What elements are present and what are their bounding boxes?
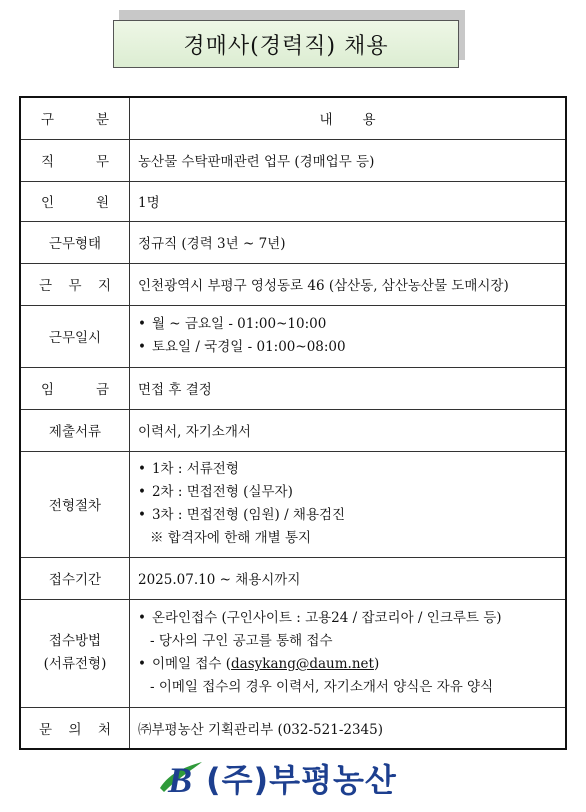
row-label: 전형절차 (20, 451, 130, 557)
label-char: 직 (41, 154, 55, 170)
row-label (20, 367, 130, 409)
schedule-line: • 토요일 / 국경일 - 01:00~08:00 (138, 336, 557, 359)
email-link[interactable]: dasykang@daum.net (231, 656, 374, 672)
schedule-line: • 월 ~ 금요일 - 01:00~10:00 (138, 313, 557, 336)
row-schedule (20, 305, 566, 367)
header-content-char: 용 (362, 112, 376, 129)
row-value (130, 451, 567, 557)
row-label (20, 263, 130, 305)
header-label-cell (20, 97, 130, 139)
label-char: 지 (97, 278, 111, 294)
row-value (130, 599, 567, 707)
label-char: 원 (95, 195, 109, 211)
row-process (20, 451, 566, 557)
row-contact (20, 707, 566, 749)
row-label: 근무형태 (20, 221, 130, 263)
header-label-char: 분 (95, 112, 109, 129)
row-label: 근무일시 (20, 305, 130, 367)
process-note: ※ 합격자에 한해 개별 통지 (150, 530, 312, 546)
row-headcount (20, 181, 566, 221)
method-online: • 온라인접수 (구인사이트 : 고용24 / 잡코리아 / 인크루트 등) (138, 607, 557, 630)
row-label (20, 139, 130, 181)
page-title: 경매사(경력직) 채용 (113, 20, 459, 68)
label-char: 처 (97, 721, 111, 738)
label-char: 근 (39, 278, 53, 294)
label-char: 금 (95, 382, 109, 398)
row-value: 정규직 (경력 3년 ~ 7년) (130, 221, 567, 263)
label-char: 인 (41, 195, 55, 211)
row-value: 2025.07.10 ~ 채용시까지 (130, 557, 567, 599)
method-online-sub: - 당사의 구인 공고를 통해 접수 (150, 633, 333, 649)
header-content-char: 내 (319, 112, 333, 129)
process-line: • 3차 : 면접전형 (임원) / 채용검진 (138, 504, 557, 527)
row-salary (20, 367, 566, 409)
header-content-cell (130, 97, 567, 139)
method-email (138, 653, 557, 676)
table-header-row (20, 97, 566, 139)
svg-text:B: B (168, 760, 193, 798)
row-value: 면접 후 결정 (130, 367, 567, 409)
label-char: 무 (95, 154, 109, 170)
title-banner (113, 14, 463, 72)
row-employment-type (20, 221, 566, 263)
row-documents (20, 409, 566, 451)
row-value: 농산물 수탁판매관련 업무 (경매업무 등) (130, 139, 567, 181)
process-line: • 1차 : 서류전형 (138, 458, 557, 481)
row-label: 접수기간 (20, 557, 130, 599)
email-prefix: 이메일 접수 ( (151, 656, 232, 672)
row-value (130, 305, 567, 367)
row-value: 인천광역시 부평구 영성동로 46 (삼산동, 삼산농산물 도매시장) (130, 263, 567, 305)
row-value: ㈜부평농산 기획관리부 (032-521-2345) (130, 707, 567, 749)
company-logo (158, 758, 397, 798)
label-char: 무 (68, 278, 82, 294)
logo-b-mark-icon (158, 758, 204, 798)
method-email-sub: - 이메일 접수의 경우 이력서, 자기소개서 양식은 자유 양식 (150, 679, 494, 695)
row-method (20, 599, 566, 707)
row-location (20, 263, 566, 305)
label-line: 접수방법 (48, 633, 102, 649)
row-label: 제출서류 (20, 409, 130, 451)
label-char: 임 (41, 382, 55, 398)
row-period (20, 557, 566, 599)
row-label (20, 707, 130, 749)
label-char: 의 (68, 721, 82, 738)
email-suffix: ) (373, 656, 380, 672)
row-label (20, 599, 130, 707)
process-line: • 2차 : 면접전형 (실무자) (138, 481, 557, 504)
header-label-char: 구 (41, 112, 55, 129)
row-value: 이력서, 자기소개서 (130, 409, 567, 451)
label-line: (서류전형) (43, 656, 107, 672)
logo-text: (주)부평농산 (206, 761, 397, 799)
row-job (20, 139, 566, 181)
row-label (20, 181, 130, 221)
row-value: 1명 (130, 181, 567, 221)
label-char: 문 (39, 721, 53, 738)
recruitment-table (19, 96, 567, 750)
